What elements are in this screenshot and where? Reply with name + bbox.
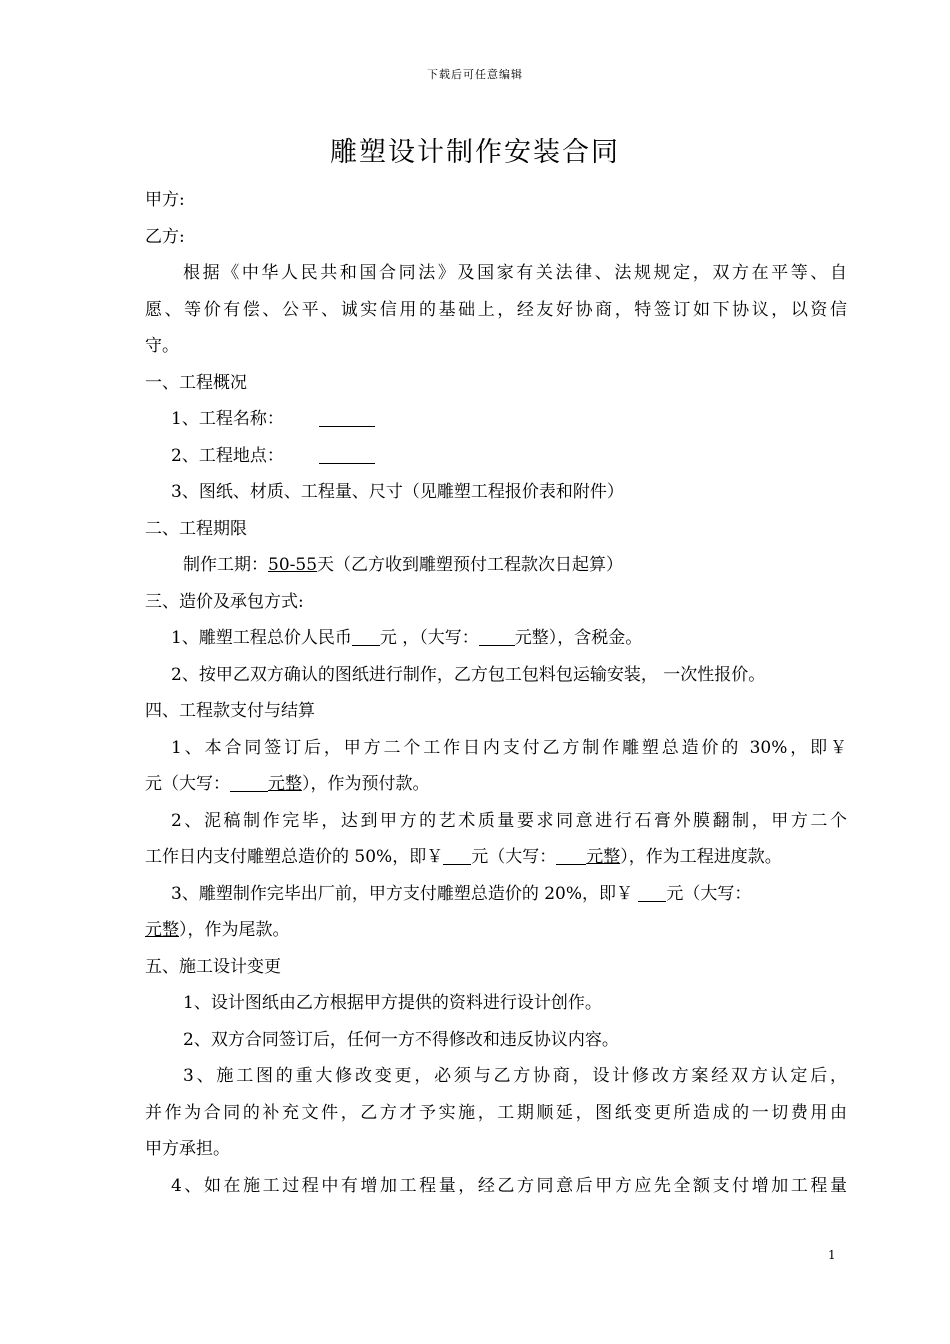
payment-3-text-b: 元（大写： bbox=[666, 883, 752, 904]
payment-2-words-blank bbox=[556, 844, 586, 865]
payment-1-words-blank bbox=[230, 771, 268, 792]
section-2-heading: 二、工程期限 bbox=[145, 518, 247, 539]
page-number: 1 bbox=[828, 1248, 836, 1262]
project-name-blank bbox=[319, 406, 375, 427]
payment-1-text-c: ），作为预付款。 bbox=[302, 774, 430, 794]
preamble-line-1: 根据《中华人民共和国合同法》及国家有关法律、法规规定，双方在平等、自 bbox=[183, 263, 847, 283]
price-number-blank bbox=[352, 625, 380, 646]
payment-2-text-b: 元（大写： bbox=[471, 847, 557, 867]
payment-2-text-c: 元整 bbox=[586, 847, 621, 867]
payment-3-line-2 bbox=[145, 912, 847, 949]
payment-3-line-1 bbox=[145, 876, 847, 913]
change-1-line: 1、设计图纸由乙方根据甲方提供的资料进行设计创作。 bbox=[183, 993, 602, 1013]
payment-3-text-a: 3、雕塑制作完毕出厂前，甲方支付雕塑总造价的 20%，即￥ bbox=[171, 883, 639, 904]
price-text-c: 元整），含税金。 bbox=[514, 628, 643, 648]
price-text-b: 元 ，（大写： bbox=[379, 628, 479, 648]
payment-2-text-d: ），作为工程进度款。 bbox=[620, 847, 782, 867]
preamble-line-3: 守。 bbox=[145, 336, 179, 356]
payment-3-number-blank bbox=[638, 881, 666, 902]
payment-2-number-blank bbox=[443, 844, 471, 865]
change-3-line-1: 3、施工图的重大修改变更，必须与乙方协商，设计修改方案经双方认定后， bbox=[183, 1066, 847, 1086]
project-name-label: 1、工程名称： bbox=[171, 409, 284, 429]
payment-2-line-1: 2、泥稿制作完毕，达到甲方的艺术质量要求同意进行石膏外膜翻制，甲方二个 bbox=[171, 810, 847, 831]
period-value: 50-55 bbox=[268, 555, 318, 575]
period-line bbox=[145, 547, 847, 584]
payment-3-text-d: ），作为尾款。 bbox=[179, 920, 290, 940]
section-1-heading: 一、工程概况 bbox=[145, 372, 247, 393]
payment-2-text-a: 工作日内支付雕塑总造价的 50%，即￥ bbox=[145, 847, 444, 867]
payment-1-line-2 bbox=[145, 766, 847, 803]
contract-body bbox=[145, 182, 847, 1204]
period-rest: 天（乙方收到雕塑预付工程款次日起算） bbox=[317, 555, 624, 575]
change-3-line-2: 并作为合同的补充文件，乙方才予实施，工期顺延，图纸变更所造成的一切费用由 bbox=[145, 1102, 847, 1123]
project-site-label: 2、工程地点： bbox=[171, 445, 284, 466]
change-2-line: 2、双方合同签订后，任何一方不得修改和违反协议内容。 bbox=[183, 1029, 619, 1050]
party-b-line: 乙方: bbox=[145, 226, 185, 247]
drawings-line: 3、图纸、材质、工程量、尺寸（见雕塑工程报价表和附件） bbox=[171, 482, 624, 502]
document-title: 雕塑设计制作安装合同 bbox=[330, 137, 620, 168]
party-a-line: 甲方: bbox=[145, 190, 185, 210]
payment-1-text-b: 元整 bbox=[268, 774, 302, 794]
project-name-line bbox=[145, 401, 847, 438]
payment-2-line-2 bbox=[145, 839, 847, 876]
project-site-line bbox=[145, 438, 847, 475]
change-3-line-3: 甲方承担。 bbox=[145, 1139, 230, 1159]
project-site-blank bbox=[319, 443, 375, 464]
contract-mode-line: 2、按甲乙双方确认的图纸进行制作，乙方包工包料包运输安装， 一次性报价。 bbox=[171, 664, 766, 685]
header-note: 下载后可任意编辑 bbox=[427, 68, 523, 81]
section-3-heading: 三、造价及承包方式: bbox=[145, 591, 304, 612]
change-4-line-1: 4、如在施工过程中有增加工程量，经乙方同意后甲方应先全额支付增加工程量 bbox=[171, 1175, 847, 1196]
price-line bbox=[145, 620, 847, 657]
payment-1-line-1: 1、本合同签订后，甲方二个工作日内支付乙方制作雕塑总造价的 30%，即￥ bbox=[171, 737, 847, 758]
section-5-heading: 五、施工设计变更 bbox=[145, 956, 281, 977]
period-label: 制作工期： bbox=[183, 555, 268, 575]
preamble-line-2: 愿、等价有偿、公平、诚实信用的基础上，经友好协商，特签订如下协议，以资信 bbox=[145, 299, 847, 320]
payment-1-text-a: 元（大写： bbox=[145, 774, 230, 794]
price-text-a: 1、雕塑工程总价人民币 bbox=[171, 628, 352, 648]
section-4-heading: 四、工程款支付与结算 bbox=[145, 701, 315, 721]
payment-3-text-c: 元整 bbox=[145, 920, 179, 940]
price-words-blank bbox=[479, 625, 515, 646]
